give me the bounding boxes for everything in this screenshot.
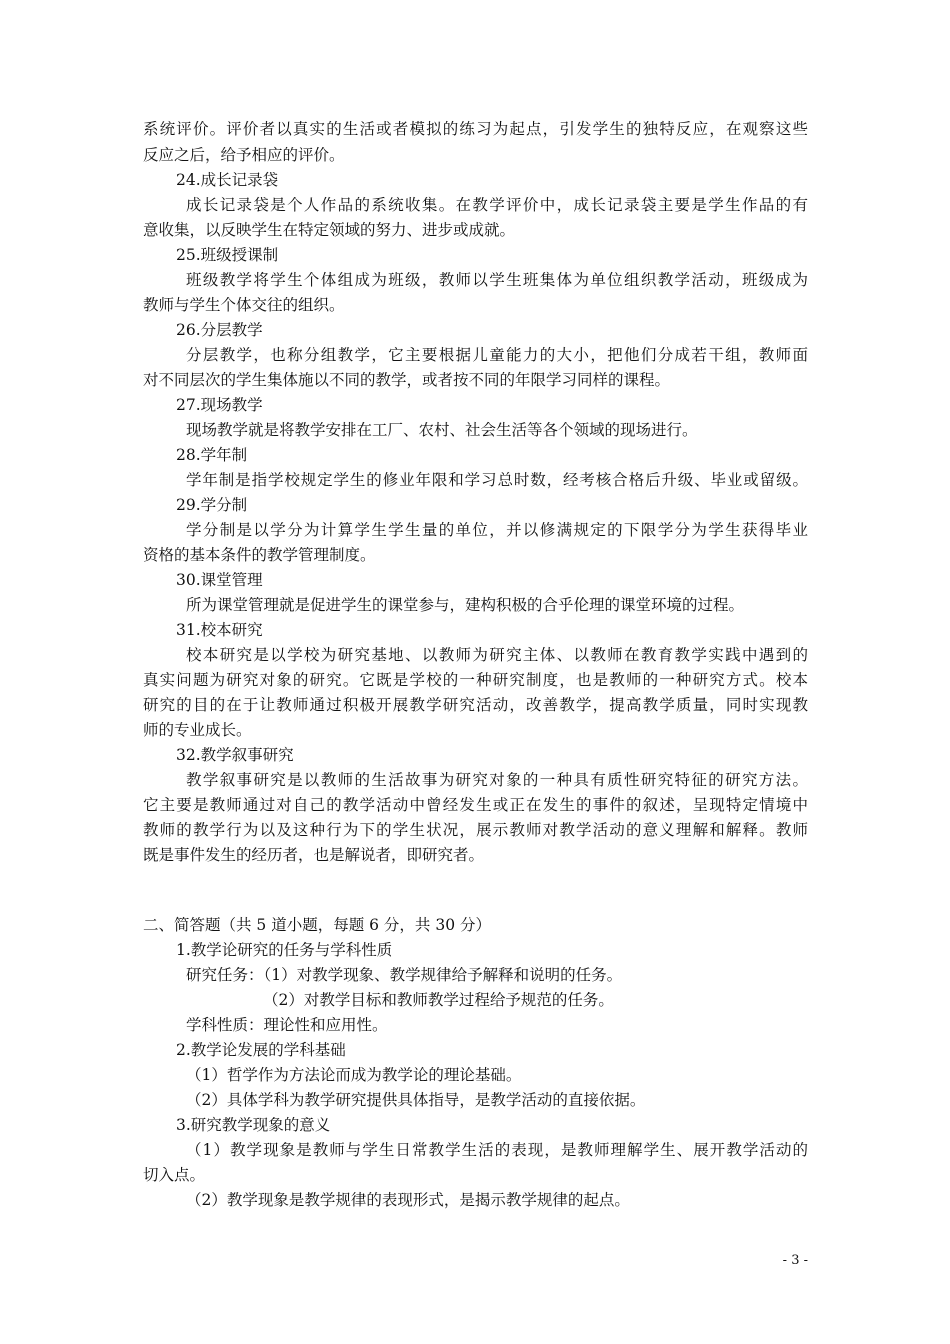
paragraph-line: 校本研究是以学校为研究基地、以教师为研究主体、以教师在教育教学实践中遇到的 [186, 646, 808, 664]
term-heading: 30.课堂管理 [176, 571, 263, 589]
answer-line: （1）哲学作为方法论而成为教学论的理论基础。 [186, 1066, 522, 1084]
question-heading: 1.教学论研究的任务与学科性质 [176, 941, 393, 959]
paragraph-line: 资格的基本条件的教学管理制度。 [143, 546, 376, 564]
answer-line: （2）教学现象是教学规律的表现形式，是揭示教学规律的起点。 [186, 1191, 630, 1209]
answer-line: 学科性质：理论性和应用性。 [186, 1016, 388, 1034]
paragraph-line: 分层教学，也称分组教学，它主要根据儿童能力的大小，把他们分成若干组，教师面 [186, 346, 808, 364]
term-heading: 32.教学叙事研究 [176, 746, 294, 764]
term-heading: 27.现场教学 [176, 396, 263, 414]
paragraph-line: 学分制是以学分为计算学生学生量的单位，并以修满规定的下限学分为学生获得毕业 [186, 521, 808, 539]
section-heading: 二、简答题（共 5 道小题，每题 6 分，共 30 分） [143, 916, 492, 934]
paragraph-line: 班级教学将学生个体组成为班级，教师以学生班集体为单位组织教学活动，班级成为 [186, 271, 808, 289]
paragraph-line: 反应之后，给予相应的评价。 [143, 146, 345, 164]
term-heading: 26.分层教学 [176, 321, 263, 339]
question-heading: 2.教学论发展的学科基础 [176, 1041, 346, 1059]
answer-line: （2）具体学科为教学研究提供具体指导，是教学活动的直接依据。 [186, 1091, 646, 1109]
question-heading: 3.研究教学现象的意义 [176, 1116, 331, 1134]
answer-line: （2）对教学目标和教师教学过程给予规范的任务。 [263, 991, 614, 1009]
answer-line: 切入点。 [143, 1166, 206, 1184]
term-heading: 28.学年制 [176, 446, 248, 464]
paragraph-line: 师的专业成长。 [143, 721, 252, 739]
paragraph-line: 所为课堂管理就是促进学生的课堂参与，建构积极的合乎伦理的课堂环境的过程。 [186, 596, 745, 614]
paragraph-line: 意收集，以反映学生在特定领域的努力、进步或成就。 [143, 221, 516, 239]
term-heading: 24.成长记录袋 [176, 171, 279, 189]
paragraph-line: 现场教学就是将教学安排在工厂、农村、社会生活等各个领域的现场进行。 [186, 421, 698, 439]
term-heading: 25.班级授课制 [176, 246, 279, 264]
paragraph-line: 教师与学生个体交往的组织。 [143, 296, 345, 314]
page-number: - 3 - [782, 1253, 808, 1268]
paragraph-line: 学年制是指学校规定学生的修业年限和学习总时数，经考核合格后升级、毕业或留级。 [186, 471, 808, 489]
term-heading: 31.校本研究 [176, 621, 263, 639]
paragraph-line: 教师的教学行为以及这种行为下的学生状况，展示教师对教学活动的意义理解和解释。教师 [143, 821, 808, 839]
answer-line: 研究任务：（1）对教学现象、教学规律给予解释和说明的任务。 [186, 966, 623, 984]
paragraph-line: 既是事件发生的经历者，也是解说者，即研究者。 [143, 846, 485, 864]
paragraph-line: 教学叙事研究是以教师的生活故事为研究对象的一种具有质性研究特征的研究方法。 [186, 771, 808, 789]
answer-line: （1）教学现象是教师与学生日常教学生活的表现，是教师理解学生、展开教学活动的 [186, 1141, 808, 1159]
paragraph-line: 它主要是教师通过对自己的教学活动中曾经发生或正在发生的事件的叙述，呈现特定情境中 [143, 796, 808, 814]
term-heading: 29.学分制 [176, 496, 248, 514]
paragraph-line: 对不同层次的学生集体施以不同的教学，或者按不同的年限学习同样的课程。 [143, 371, 671, 389]
paragraph-line: 研究的目的在于让教师通过积极开展教学研究活动，改善教学，提高教学质量，同时实现教 [143, 696, 808, 714]
paragraph-line: 成长记录袋是个人作品的系统收集。在教学评价中，成长记录袋主要是学生作品的有 [186, 196, 808, 214]
paragraph-line: 系统评价。评价者以真实的生活或者模拟的练习为起点，引发学生的独特反应，在观察这些 [143, 120, 808, 138]
paragraph-line: 真实问题为研究对象的研究。它既是学校的一种研究制度，也是教师的一种研究方式。校本 [143, 671, 808, 689]
